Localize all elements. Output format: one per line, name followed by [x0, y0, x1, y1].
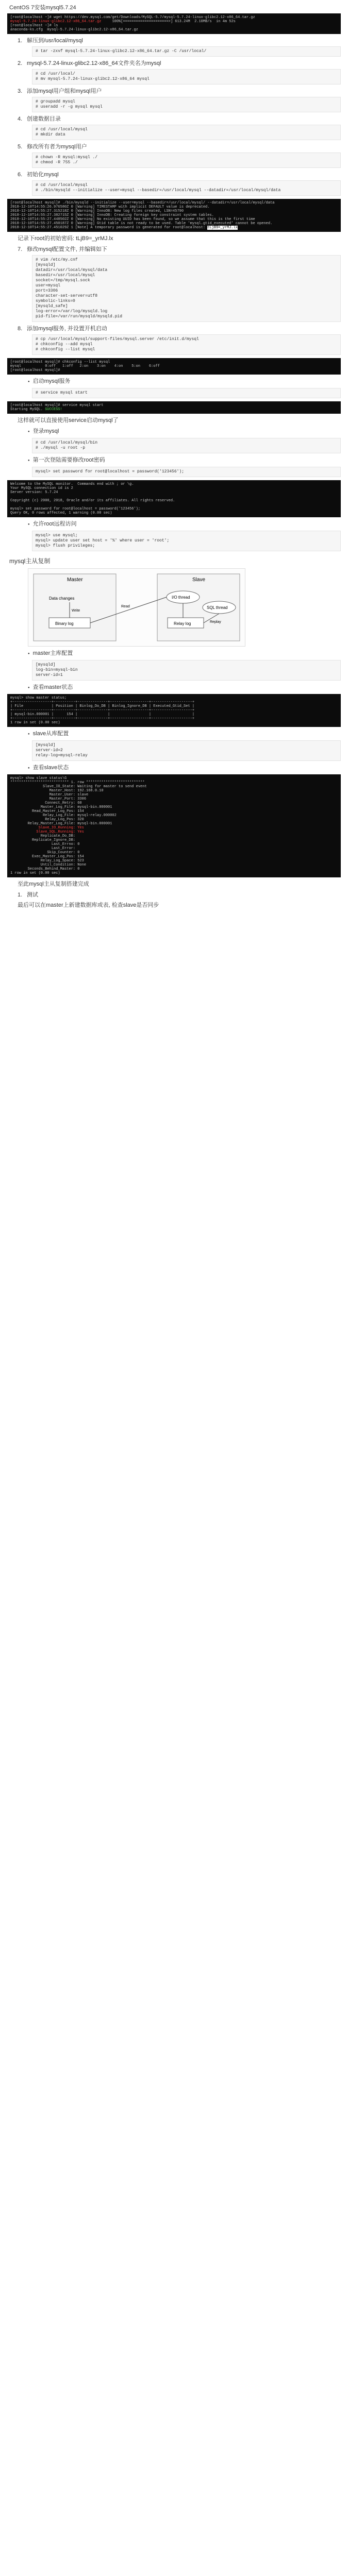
- binlog-label: Binary log: [55, 621, 74, 626]
- page: [7, 0, 341, 912]
- slave-label: Slave: [192, 577, 206, 583]
- relay-label: Relay log: [174, 621, 191, 626]
- slave-cfg: ● slave从库配置: [28, 730, 341, 738]
- code-datadir: # cd /usr/local/mysql # mkdir data: [32, 125, 341, 140]
- start-note: 这样就可以直接使用service启动mysql了: [18, 417, 119, 423]
- login-mysql: ● 登录mysql: [28, 428, 341, 436]
- replication-diagram: [28, 568, 245, 647]
- step-6-label: 初始化mysql: [27, 172, 59, 178]
- terminal-login: Welcome to the MySQL monitor. Commands end with ; or \g. Your MySQL connection id is 2 Server version: 5.7.24 Copyright (c) 2000, 2018, Oracle and/or its affiliates. All rights reserved. mysql> set password for root@localhost = password('123456'); Query OK, 0 rows affected, 1 warning (0.00 sec): [7, 480, 341, 517]
- code-start: # service mysql start: [32, 388, 341, 398]
- code-remote: mysql> use mysql; mysql> update user set host = '%' where user = 'root'; mysql> flush privileges;: [32, 531, 341, 551]
- master-label: Master: [67, 577, 83, 583]
- page-title: CentOS 7安装mysql5.7.24: [9, 5, 76, 11]
- slave-status: ● 查看slave状态: [28, 764, 341, 772]
- master-status: ● 查看master状态: [28, 684, 341, 692]
- write-label: Write: [72, 609, 80, 613]
- master-box: [34, 574, 116, 641]
- step-5: 5. 修改所有者为mysql用户: [18, 144, 87, 150]
- code-service: # cp /usr/local/mysql/support-files/mysql.server /etc/init.d/mysql # chkconfig --add mysql # chkconfig --list mysql: [32, 334, 341, 355]
- code-change-pwd: mysql> set password for root@localhost = password('123456');: [32, 467, 341, 477]
- terminal-slave-status: mysql> show slave status\G *************************** 1. row *************************** Slave_IO_State: Waiting for master to send event Master_Host: 192.168.0.10 Master_User: slave Master_Port: 3306 Connect_Retry: 60 Master_Log_File: mysql-bin.000001 Read_Master_Log_Pos: 154 Relay_Log_File: mysql-relay.000002 Relay_Log_Pos: 320 Relay_Master_Log_File: mysql-bin.000001 Slave_IO_Running: Yes Slave_SQL_Running: Yes Replicate_Do_DB: Replicate_Ignore_DB: Last_Errno: 0 Last_Error: Skip_Counter: 0 Exec_Master_Log_Pos: 154 Relay_Log_Space: 523 Until_Condition: None Seconds_Behind_Master: 0 1 row in set (0.00 sec): [7, 774, 341, 877]
- step-2-label: mysql-5.7.24-linux-glibc2.12-x86_64文件夹名为mysql: [27, 60, 161, 66]
- step-8-label: 添加mysql服务, 并设置开机启动: [27, 326, 107, 332]
- sql-thread-label: SQL thread: [207, 605, 228, 610]
- step-8: 8. 添加mysql服务, 并设置开机启动: [18, 326, 107, 332]
- step-last-label: 测试: [27, 892, 38, 898]
- end-note: 最后可以在master上新建数据库或表, 检查slave是否同步: [18, 902, 159, 908]
- code-chown: # chown -R mysql:mysql ./ # chmod -R 755 ./: [32, 152, 341, 168]
- code-login: # cd /usr/local/mysql/bin # ./mysql -u root -p: [32, 438, 341, 453]
- io-thread-label: I/O thread: [172, 595, 190, 600]
- step-3-label: 添加mysql用户组和mysql用户: [27, 88, 102, 94]
- remote-access: ● 允许root远程访问: [28, 520, 341, 529]
- code-rename: # cd /usr/local/ # mv mysql-5.7.24-linux-glibc2.12-x86_64 mysql: [32, 69, 341, 84]
- start-service: ● 启动mysql服务: [28, 378, 341, 386]
- step-2: 2. mysql-5.7.24-linux-glibc2.12-x86_64文件夹名为mysql: [18, 60, 161, 66]
- step-7-label: 修改mysql配置文件, 并编辑如下: [27, 246, 107, 252]
- step-3: 3. 添加mysql用户组和mysql用户: [18, 88, 102, 94]
- code-config: # vim /etc/my.cnf [mysqld] datadir=/usr/local/mysql/data basedir=/usr/local/mysql socket=/tmp/mysql.sock user=mysql port=3306 character-set-server=utf8 symbolic-links=0 [mysqld_safe] log-error=/var/log/mysqld.log pid-file=/var/run/mysqld/mysqld.pid: [32, 255, 341, 322]
- code-slave-cfg: [mysqld] server-id=2 relay-log=mysql-relay: [32, 740, 341, 761]
- terminal-start: [root@localhost mysql]# service mysql start Starting MySQL. SUCCESS!: [7, 401, 341, 414]
- step-5-label: 修改所有者为mysql用户: [27, 144, 87, 150]
- code-group: # groupadd mysql # useradd -r -g mysql mysql: [32, 97, 341, 112]
- code-master-cfg: [mysqld] log-bin=mysql-bin server-id=1: [32, 660, 341, 681]
- init-note: 记录下root的初始密码: tLjB9=_yrMJ.lx: [18, 235, 113, 242]
- code-init: # cd /usr/local/mysql # ./bin/mysqld --initialize --user=mysql --basedir=/usr/local/mysql --datadir=/usr/local/mysql/data: [32, 180, 341, 196]
- step-6: 6. 初始化mysql: [18, 172, 59, 178]
- code-extract: # tar -zxvf mysql-5.7.24-linux-glibc2.12-x86_64.tar.gz -C /usr/local/: [32, 46, 341, 57]
- step-4-label: 创建数据目录: [27, 116, 61, 122]
- terminal-download: [root@localhost ~]# wget https://dev.mysql.com/get/Downloads/MySQL-5.7/mysql-5.7.24-linux-glibc2.12-x86_64.tar.gz mysql-5.7.24-linux-glibc2.12-x86_64.tar.gz 100%[=====================>] 613.24M 2.10MB/s in 4m 52s [root@localhost ~]# ls anaconda-ks.cfg mysql-5.7.24-linux-glibc2.12-x86_64.tar.gz: [7, 13, 341, 34]
- terminal-init: [root@localhost mysql]# ./bin/mysqld --initialize --user=mysql --basedir=/usr/local/mysql/ --datadir=/usr/local/mysql/data 2018-12-10T14:55:26.976580Z 0 [Warning] TIMESTAMP with implicit DEFAULT value is deprecated. 2018-12-10T14:55:27.315218Z 0 [Warning] InnoDB: New log files created, LSN=45790 2018-12-10T14:55:27.382715Z 0 [Warning] InnoDB: Creating foreign key constraint system tables. 2018-12-10T14:55:27.448502Z 0 [Warning] No existing UUID has been found, so we assume that this is the first time 2018-12-10T14:55:27.450187Z 0 [Warning] Gtid table is not ready to be used. Table 'mysql.gtid_executed' cannot be opened. 2018-12-10T14:55:27.451029Z 1 [Note] A temporary password is generated for root@localhost: tLjB9=_yrMJ.lx: [7, 199, 341, 232]
- step-7: 7. 修改mysql配置文件, 并编辑如下: [18, 246, 107, 252]
- section-master-slave: mysql主从复制: [9, 557, 51, 565]
- read-label: Read: [121, 605, 130, 608]
- step-1-label: 解压到/usr/local/mysql: [27, 38, 83, 44]
- terminal-chkconfig: [root@localhost mysql]# chkconfig --list mysql mysql 0:off 1:off 2:on 3:on 4:on 5:on 6:off [root@localhost mysql]#: [7, 358, 341, 375]
- data-changes-label: Data changes: [49, 596, 75, 601]
- master-cfg: ● master主库配置: [28, 650, 341, 658]
- step-4: 4. 创建数据目录: [18, 116, 61, 122]
- replay-label: Replay: [210, 620, 221, 624]
- final-note: 至此mysql主从复制搭建完成: [18, 881, 89, 887]
- step-last: 1. 测试: [18, 892, 38, 898]
- change-pwd: ● 第一次登陆需要修改root密码: [28, 456, 341, 465]
- terminal-master-status: mysql> show master status; +------------------+----------+--------------+------------------+-------------------+ | File | Position | Binlog_Do_DB | Binlog_Ignore_DB | Executed_Gtid_Set | +------------------+----------+--------------+------------------+-------------------+ | mysql-bin.000001 | 154 | | | | +------------------+----------+--------------+------------------+-------------------+ 1 row in set (0.00 sec): [7, 694, 341, 727]
- step-1: 1. 解压到/usr/local/mysql: [18, 38, 83, 44]
- replication-diagram-svg: [28, 569, 245, 646]
